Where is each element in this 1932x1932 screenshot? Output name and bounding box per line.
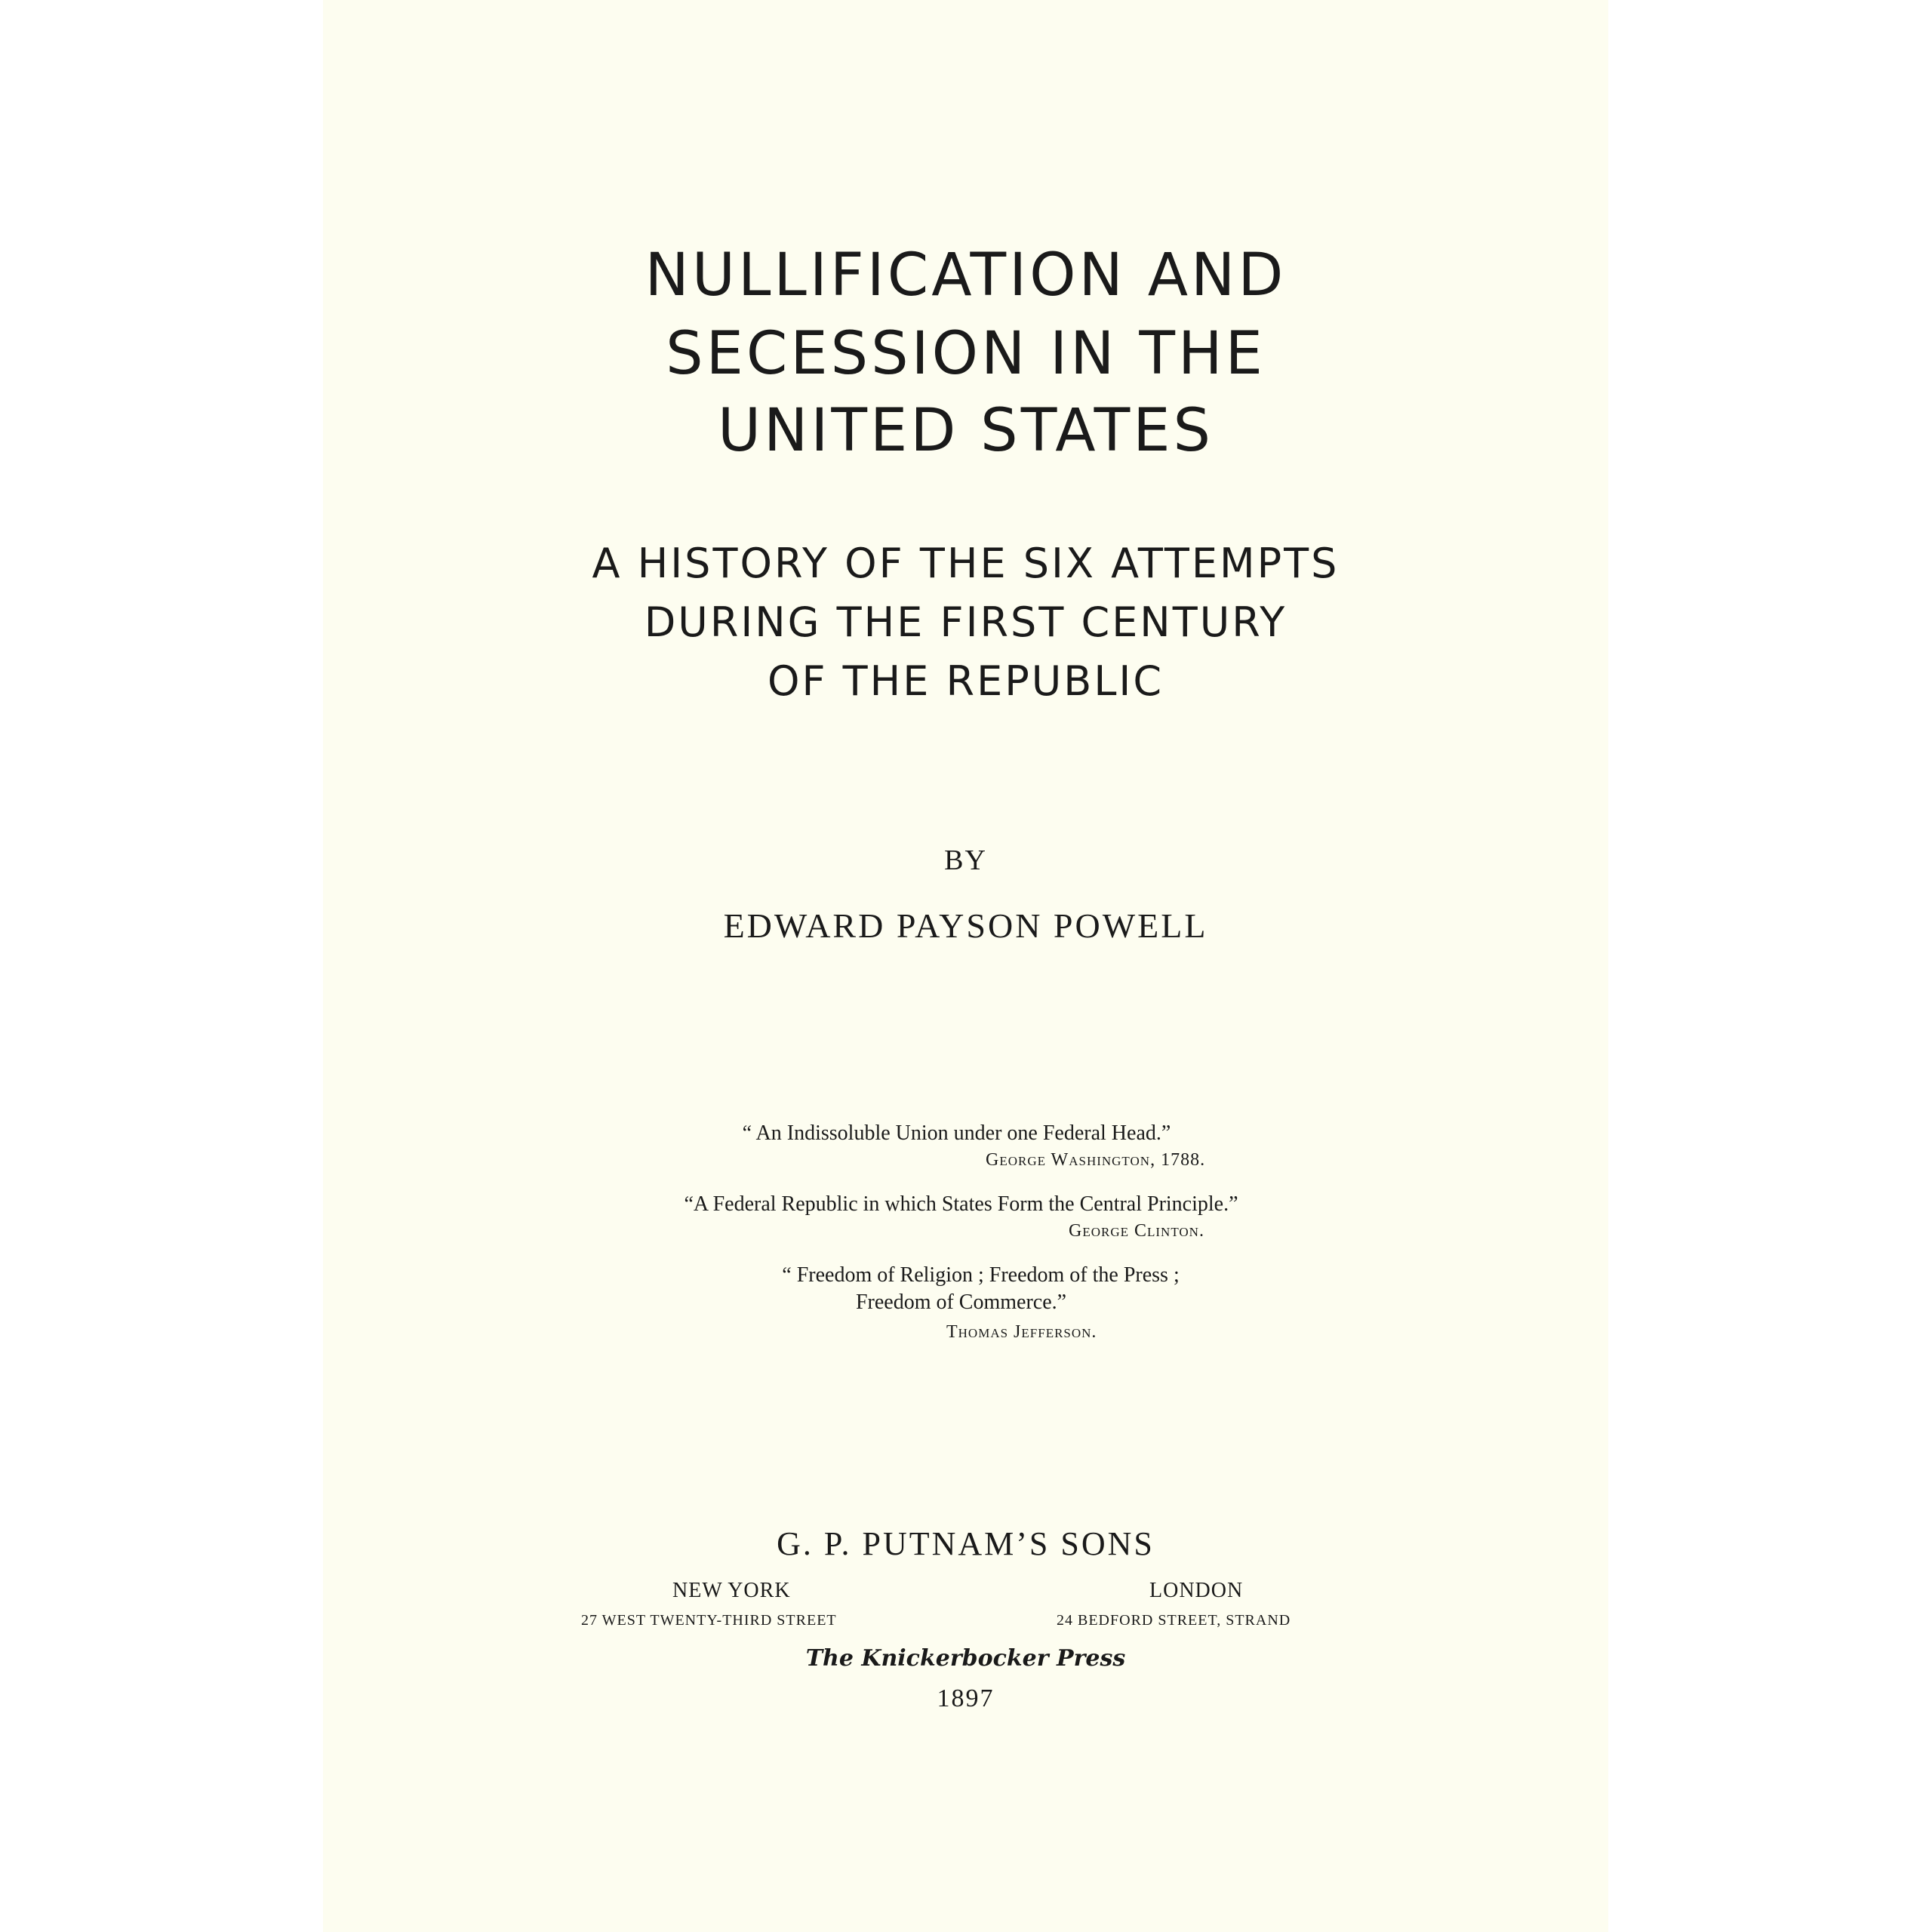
subtitle-line-2: DURING THE FIRST CENTURY: [644, 598, 1287, 646]
epigraph-1-text: “ An Indissoluble Union under one Federal Head.”: [742, 1121, 1171, 1145]
city-london: LONDON: [1149, 1579, 1244, 1602]
subtitle-line-3: OF THE REPUBLIC: [767, 657, 1164, 705]
subtitle-line-1: A HISTORY OF THE SIX ATTEMPTS: [592, 540, 1340, 587]
epigraph-1-attribution: George Washington, 1788.: [986, 1150, 1206, 1170]
epigraph-2-text: “A Federal Republic in which States Form the Central Principle.”: [684, 1192, 1238, 1216]
title-page: [323, 0, 1608, 1932]
title-line-1: NULLIFICATION AND: [645, 242, 1287, 309]
byline-by: BY: [944, 844, 987, 876]
press-name: The Knickerbocker Press: [805, 1645, 1126, 1672]
publication-year: 1897: [937, 1684, 995, 1712]
epigraph-3-text-line-1: “ Freedom of Religion ; Freedom of the Press ;: [782, 1263, 1180, 1287]
city-new-york: NEW YORK: [672, 1579, 791, 1602]
address-london: 24 BEDFORD STREET, STRAND: [1057, 1612, 1291, 1629]
author-name: EDWARD PAYSON POWELL: [723, 906, 1208, 945]
epigraph-2-attribution: George Clinton.: [1069, 1221, 1204, 1241]
epigraph-3-text-line-2: Freedom of Commerce.”: [855, 1291, 1067, 1314]
publisher-name: G. P. PUTNAM’S SONS: [777, 1525, 1155, 1562]
epigraph-3-attribution: Thomas Jefferson.: [946, 1322, 1097, 1342]
title-line-2: SECESSION IN THE: [666, 320, 1266, 388]
title-line-3: UNITED STATES: [717, 397, 1214, 465]
address-new-york: 27 WEST TWENTY-THIRD STREET: [581, 1612, 837, 1629]
